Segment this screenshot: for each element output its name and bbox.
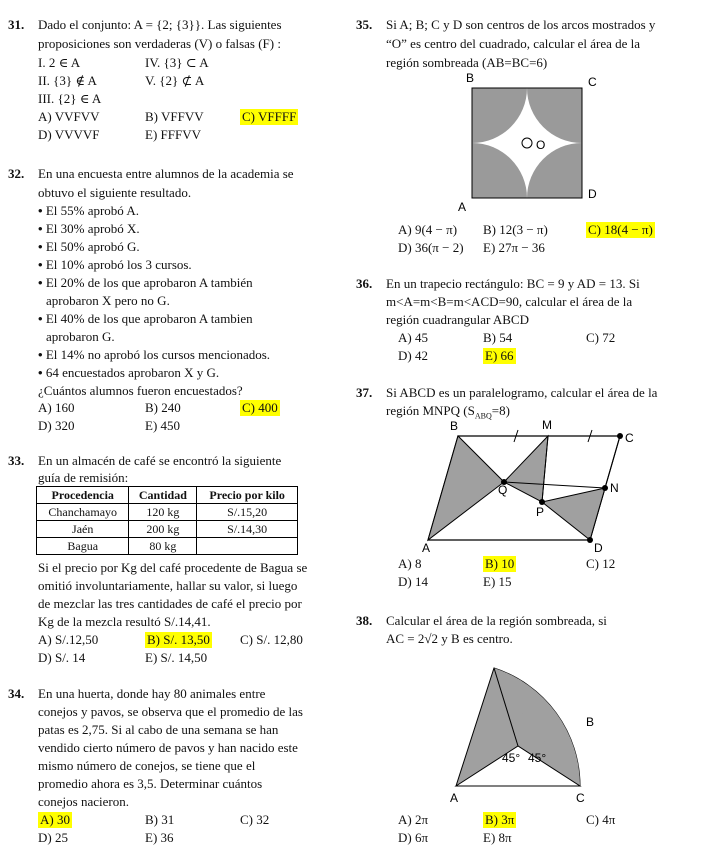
q38-label-c: C <box>576 791 585 805</box>
q38-label-a: A <box>450 791 459 805</box>
q37-stem-line2: región MNPQ $(S_{ABQ}=8)$ <box>386 403 510 421</box>
q32-bullet-4: • El 10% aprobó los 3 cursos. <box>38 257 192 272</box>
q31-prop-v: V. {2} ⊄ A <box>145 73 205 88</box>
q32-bullet-6-cont: aprobaron G. <box>46 329 115 344</box>
q35-number: 35. <box>356 17 373 32</box>
q35-center-point <box>522 138 532 148</box>
q34-option-d: D) 25 <box>38 830 68 845</box>
table-header: Precio por kilo <box>197 487 298 504</box>
q33-after-line3: de mezclar las tres cantidades de café el precio por <box>38 596 302 611</box>
q37-option-b-answer: B) 10 <box>485 556 515 571</box>
table-cell: 120 kg <box>129 504 197 521</box>
q35-option-a: A) 9(4 − π) <box>398 222 458 237</box>
q38-stem-line1: Calcular el área de la región sombreada, si <box>386 613 607 628</box>
table-header-row <box>37 487 298 504</box>
q35-label-c: C <box>588 75 597 89</box>
table-cell: Bagua <box>37 538 129 555</box>
q34-line: promedio ahora es 3,5. Determinar cuántos <box>38 776 263 791</box>
q33-stem-line1: En un almacén de café se encontró la siguiente <box>38 453 282 468</box>
q33-option-e: E) S/. 14,50 <box>145 650 208 665</box>
q35-stem-line1: Si A; B; C y D son centros de los arcos mostrados y <box>386 17 656 32</box>
q34-line: conejos y pavos, se observa que el promedio de las <box>38 704 303 719</box>
q37-option-e: E) 15 <box>483 574 512 589</box>
q31-prop-i: I. 2 ∈ A <box>38 55 81 70</box>
table-cell: S/.14,30 <box>197 521 298 538</box>
q35-option-c-answer: C) 18(4 − π) <box>588 222 653 237</box>
q38-label-angle2: 45° <box>528 751 547 765</box>
q32-bullet-2: • El 30% aprobó X. <box>38 221 140 236</box>
remission-guide-table <box>36 486 298 555</box>
q32-bullet-6: • El 40% de los que aprobaron A tambien <box>38 311 253 326</box>
q35-stem-line2: “O” es centro del cuadrado, calcular el área de la <box>386 36 641 51</box>
q37-label-d: D <box>594 541 603 555</box>
table-cell: 80 kg <box>129 538 197 555</box>
q33-option-b-answer: B) S/. 13,50 <box>147 632 210 647</box>
q38-label-angle1: 45° <box>502 751 521 765</box>
q34-line: En una huerta, donde hay 80 animales entre <box>38 686 266 701</box>
q36-option-a: A) 45 <box>398 330 428 345</box>
q32-option-a: A) 160 <box>38 400 75 415</box>
q35-label-d: D <box>588 187 597 201</box>
q33-option-c: C) S/. 12,80 <box>240 632 303 647</box>
q32-bullet-8: • 64 encuestados aprobaron X y G. <box>38 365 220 380</box>
q31-option-c-answer: C) VFFFF <box>242 109 297 124</box>
q32-bullet-5-cont: aprobaron X pero no G. <box>46 293 170 308</box>
table-cell <box>197 538 298 555</box>
q37-option-c: C) 12 <box>586 556 616 571</box>
table-header: Cantidad <box>129 487 197 504</box>
q36-stem-line2: m<A=m<B=m<ACD=90, calcular el área de la <box>386 294 633 309</box>
q32-bullet-5: • El 20% de los que aprobaron A también <box>38 275 253 290</box>
q31-prop-ii: II. {3} ∉ A <box>38 73 97 88</box>
q34-line: conejos nacieron. <box>38 794 129 809</box>
q33-after-line4: Kg de la mezcla resultó S/.14,41. <box>38 614 211 629</box>
table-row <box>37 504 298 521</box>
q33-option-a: A) S/.12,50 <box>38 632 99 647</box>
q38-number: 38. <box>356 613 373 628</box>
q35-square-arcs-figure <box>450 70 600 220</box>
q31-option-a: A) VVFVV <box>38 109 100 124</box>
table-cell: Chanchamayo <box>37 504 129 521</box>
q33-after-line2: omitió involuntariamente, hallar su valor, si luego <box>38 578 298 593</box>
table-cell: S/.15,20 <box>197 504 298 521</box>
q31-number: 31. <box>8 17 25 32</box>
q36-stem-line1: En un trapecio rectángulo: BC = 9 y AD = 13. Si <box>386 276 640 291</box>
q37-label-a: A <box>422 541 431 555</box>
table-header: Procedencia <box>37 487 129 504</box>
q32-stem-line1: En una encuesta entre alumnos de la academia se <box>38 166 294 181</box>
q32-option-c-answer: C) 400 <box>242 400 278 415</box>
q38-option-c: C) 4π <box>586 812 616 827</box>
q35-stem-line3: región sombreada (AB=BC=6) <box>386 55 548 70</box>
q36-stem-line3: región cuadrangular ABCD <box>386 312 529 327</box>
q32-bullet-3: • El 50% aprobó G. <box>38 239 140 254</box>
q35-option-b: B) 12(3 − π) <box>483 222 548 237</box>
q37-point-n <box>602 485 608 491</box>
q35-label-o: O <box>536 138 546 152</box>
q37-label-q: Q <box>498 483 508 497</box>
q32-question: ¿Cuántos alumnos fueron encuestados? <box>38 383 243 398</box>
q37-label-b: B <box>450 419 459 433</box>
q34-option-b: B) 31 <box>145 812 175 827</box>
q32-option-b: B) 240 <box>145 400 181 415</box>
q37-label-p: P <box>536 505 545 519</box>
q37-label-m: M <box>542 418 552 432</box>
q36-option-e-answer: E) 66 <box>485 348 514 363</box>
q37-number: 37. <box>356 385 373 400</box>
q33-after-line1: Si el precio por Kg del café procedente de Bagua se <box>38 560 308 575</box>
q34-option-e: E) 36 <box>145 830 174 845</box>
q31-stem-line1: Dado el conjunto: A = {2; {3}}. Las siguientes <box>38 17 282 32</box>
q31-stem-line2: proposiciones son verdaderas (V) o falsas (F) : <box>38 36 281 51</box>
table-row <box>37 538 298 555</box>
q37-label-c: C <box>625 431 634 445</box>
q32-number: 32. <box>8 166 25 181</box>
q31-prop-iii: III. {2} ∈ A <box>38 91 102 106</box>
table-cell: Jaén <box>37 521 129 538</box>
q32-option-d: D) 320 <box>38 418 75 433</box>
q37-parallelogram-figure <box>412 416 640 556</box>
q34-option-c: C) 32 <box>240 812 270 827</box>
q37-option-d: D) 14 <box>398 574 428 589</box>
q35-option-e: E) 27π − 36 <box>483 240 545 255</box>
q37-option-a: A) 8 <box>398 556 422 571</box>
q38-option-d: D) 6π <box>398 830 429 845</box>
q31-option-b: B) VFFVV <box>145 109 204 124</box>
q38-option-b-answer: B) 3π <box>485 812 515 827</box>
q36-option-b: B) 54 <box>483 330 513 345</box>
q34-line: patas es 2,75. Si al cabo de una semana se han <box>38 722 279 737</box>
q37-point-d <box>587 537 593 543</box>
q38-label-b: B <box>586 715 595 729</box>
q31-option-d: D) VVVVF <box>38 127 100 142</box>
q32-stem-line2: obtuvo el siguiente resultado. <box>38 185 192 200</box>
q36-number: 36. <box>356 276 373 291</box>
q34-number: 34. <box>8 686 25 701</box>
table-row <box>37 521 298 538</box>
q37-point-c <box>617 433 623 439</box>
q34-option-a-answer: A) 30 <box>40 812 70 827</box>
q34-line: mismo número de conejos, se tiene que el <box>38 758 256 773</box>
q31-option-e: E) FFFVV <box>145 127 201 142</box>
q35-label-b: B <box>466 71 475 85</box>
q35-option-d: D) 36(π − 2) <box>398 240 464 255</box>
q38-sector-figure <box>440 660 620 808</box>
q33-number: 33. <box>8 453 25 468</box>
q33-stem-line2: guía de remisión: <box>38 470 129 485</box>
q31-prop-iv: IV. {3} ⊂ A <box>145 55 209 70</box>
q34-line: vendido cierto número de pavos y han nacido este <box>38 740 298 755</box>
q32-bullet-1: • El 55% aprobó A. <box>38 203 139 218</box>
q36-option-d: D) 42 <box>398 348 428 363</box>
q37-stem-line1: Si ABCD es un paralelogramo, calcular el área de la <box>386 385 658 400</box>
q38-option-e: E) 8π <box>483 830 512 845</box>
q38-option-a: A) 2π <box>398 812 429 827</box>
q33-option-d: D) S/. 14 <box>38 650 86 665</box>
q32-bullet-7: • El 14% no aprobó los cursos mencionados. <box>38 347 271 362</box>
q38-stem-line2: AC = 2√2 y B es centro. <box>386 631 513 646</box>
table-cell: 200 kg <box>129 521 197 538</box>
q36-option-c: C) 72 <box>586 330 616 345</box>
q32-option-e: E) 450 <box>145 418 181 433</box>
q35-label-a: A <box>458 200 467 214</box>
q37-label-n: N <box>610 481 619 495</box>
